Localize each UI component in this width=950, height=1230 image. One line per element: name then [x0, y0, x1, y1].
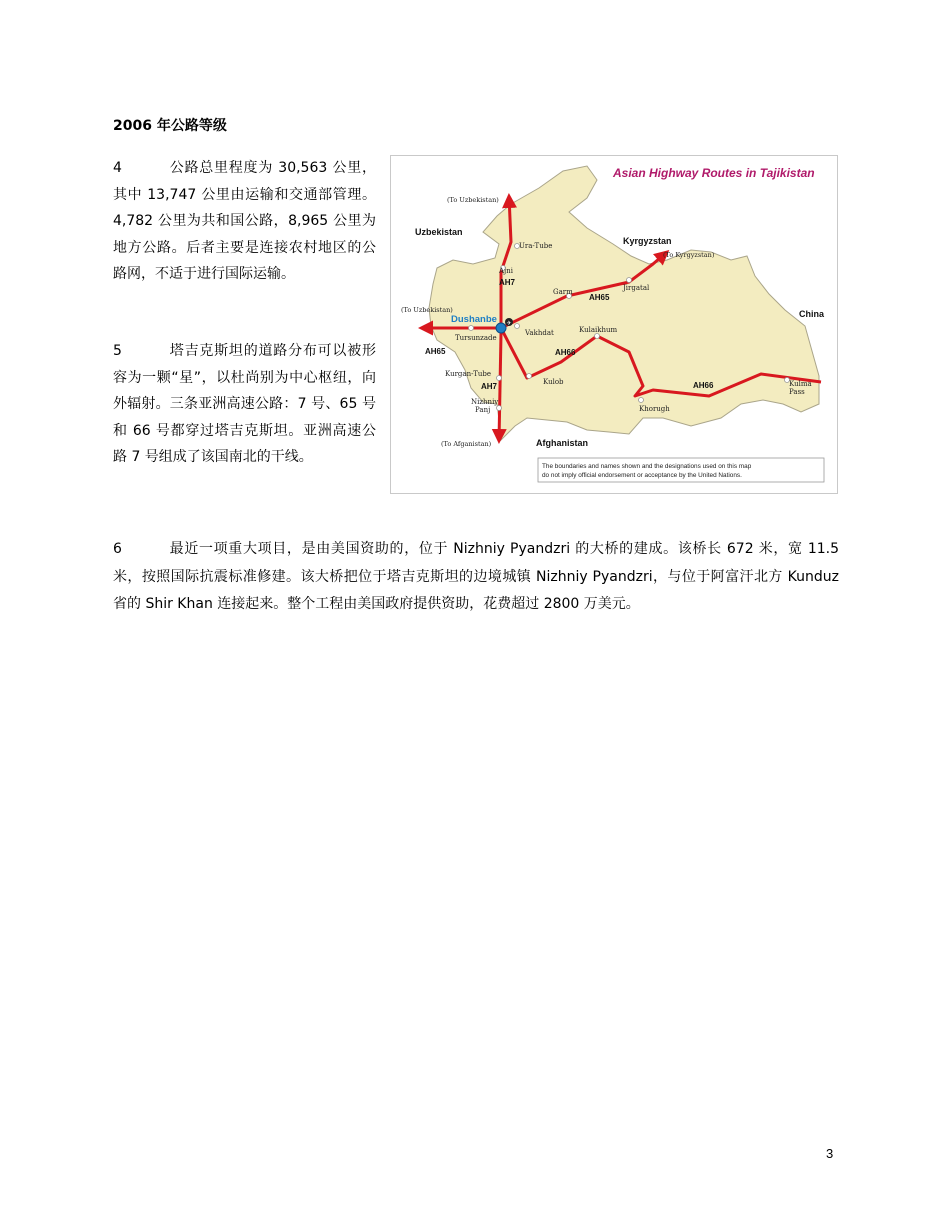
route-label-ah66: AH66 — [693, 381, 714, 390]
direction-label: (To Kyrgyzstan) — [663, 251, 715, 259]
city-label-dushanbe: Dushanbe — [451, 314, 497, 325]
section-heading: 2006 年公路等级 — [113, 118, 227, 134]
svg-text:✈: ✈ — [506, 320, 512, 327]
country-label-afghanistan: Afghanistan — [536, 438, 589, 448]
paragraph-text: 最近一项重大项目，是由美国资助的，位于 Nizhniy Pyandzri 的大桥的建成。该桥长 672 米，宽 11.5 米，按照国际抗震标准修建。该大桥把位于塔吉克斯坦的边境城镇 Nizhniy Pyandzri，与位于阿富汗北方 Kunduz 省的 Shir Khan 连接起来。整个工程由美国政府提供资助，花费超过 2800 万美元。 — [113, 541, 839, 612]
paragraph-5 — [113, 338, 376, 471]
city-label-vakhdat: Vakhdat — [525, 329, 554, 337]
direction-label: (To Afganistan) — [441, 440, 492, 448]
route-label-ah7: AH7 — [481, 382, 498, 391]
paragraph-number: 6 — [113, 541, 122, 557]
map-title: Asian Highway Routes in Tajikistan — [613, 166, 815, 180]
city-label-kulaikhum: Kulaikhum — [579, 326, 618, 334]
country-label-china: China — [799, 309, 825, 319]
disclaimer-text: do not imply official endorsement or acceptance by the United Nations. — [542, 472, 742, 479]
highway-map — [390, 155, 838, 494]
city-label-kurgan-tube: Kurgan-Tube — [445, 370, 492, 378]
city-label-nizhniy-panj: Nizhniy — [471, 398, 499, 406]
route-ah7-south — [499, 334, 501, 441]
city-label-jirgatal: Jirgatal — [623, 284, 650, 292]
paragraph-number: 5 — [113, 343, 122, 359]
paragraph-text: 塔吉克斯坦的道路分布可以被形容为一颗“星”，以杜尚别为中心枢纽，向外辐射。三条亚洲高速公路：7 号、65 号和 66 号都穿过塔吉克斯坦。亚洲高速公路 7 号组成了该国南北的干线。 — [113, 343, 376, 465]
city-label-garm: Garm — [553, 288, 573, 296]
city-label-ajni: Ajni — [499, 267, 513, 275]
paragraph-4 — [113, 155, 376, 288]
route-label-ah7: AH7 — [499, 278, 516, 287]
paragraph-text: 公路总里程度为 30,563 公里，其中 13,747 公里由运输和交通部管理。4,782 公里为共和国公路，8,965 公里为地方公路。后者主要是连接农村地区的公路网，不适于进行国际运输。 — [113, 160, 376, 282]
city-label-tursunzade: Tursunzade — [455, 334, 497, 342]
city-label-nizhniy-panj: Panj — [475, 406, 491, 414]
city-label-kulob: Kulob — [543, 378, 564, 386]
city-label-kulma-pass: Kulma — [789, 380, 812, 388]
city-label-kulma-pass: Pass — [789, 388, 805, 396]
route-label-ah66: AH66 — [555, 348, 576, 357]
country-label-kyrgyzstan: Kyrgyzstan — [623, 236, 672, 246]
direction-label: (To Uzbekistan) — [447, 196, 499, 204]
city-label-ura-tube: Ura-Tube — [519, 242, 553, 250]
map-svg — [391, 156, 839, 495]
direction-label: (To Uzbekistan) — [401, 306, 453, 314]
disclaimer-text: The boundaries and names shown and the designations used on this map — [542, 463, 752, 470]
page-number: 3 — [826, 1146, 834, 1161]
capital-marker — [496, 323, 506, 333]
country-label-uzbekistan: Uzbekistan — [415, 227, 463, 237]
paragraph-number: 4 — [113, 160, 122, 176]
city-label-khorugh: Khorugh — [639, 405, 670, 413]
route-label-ah65: AH65 — [589, 293, 610, 302]
paragraph-6 — [113, 536, 839, 619]
route-label-ah65: AH65 — [425, 347, 446, 356]
